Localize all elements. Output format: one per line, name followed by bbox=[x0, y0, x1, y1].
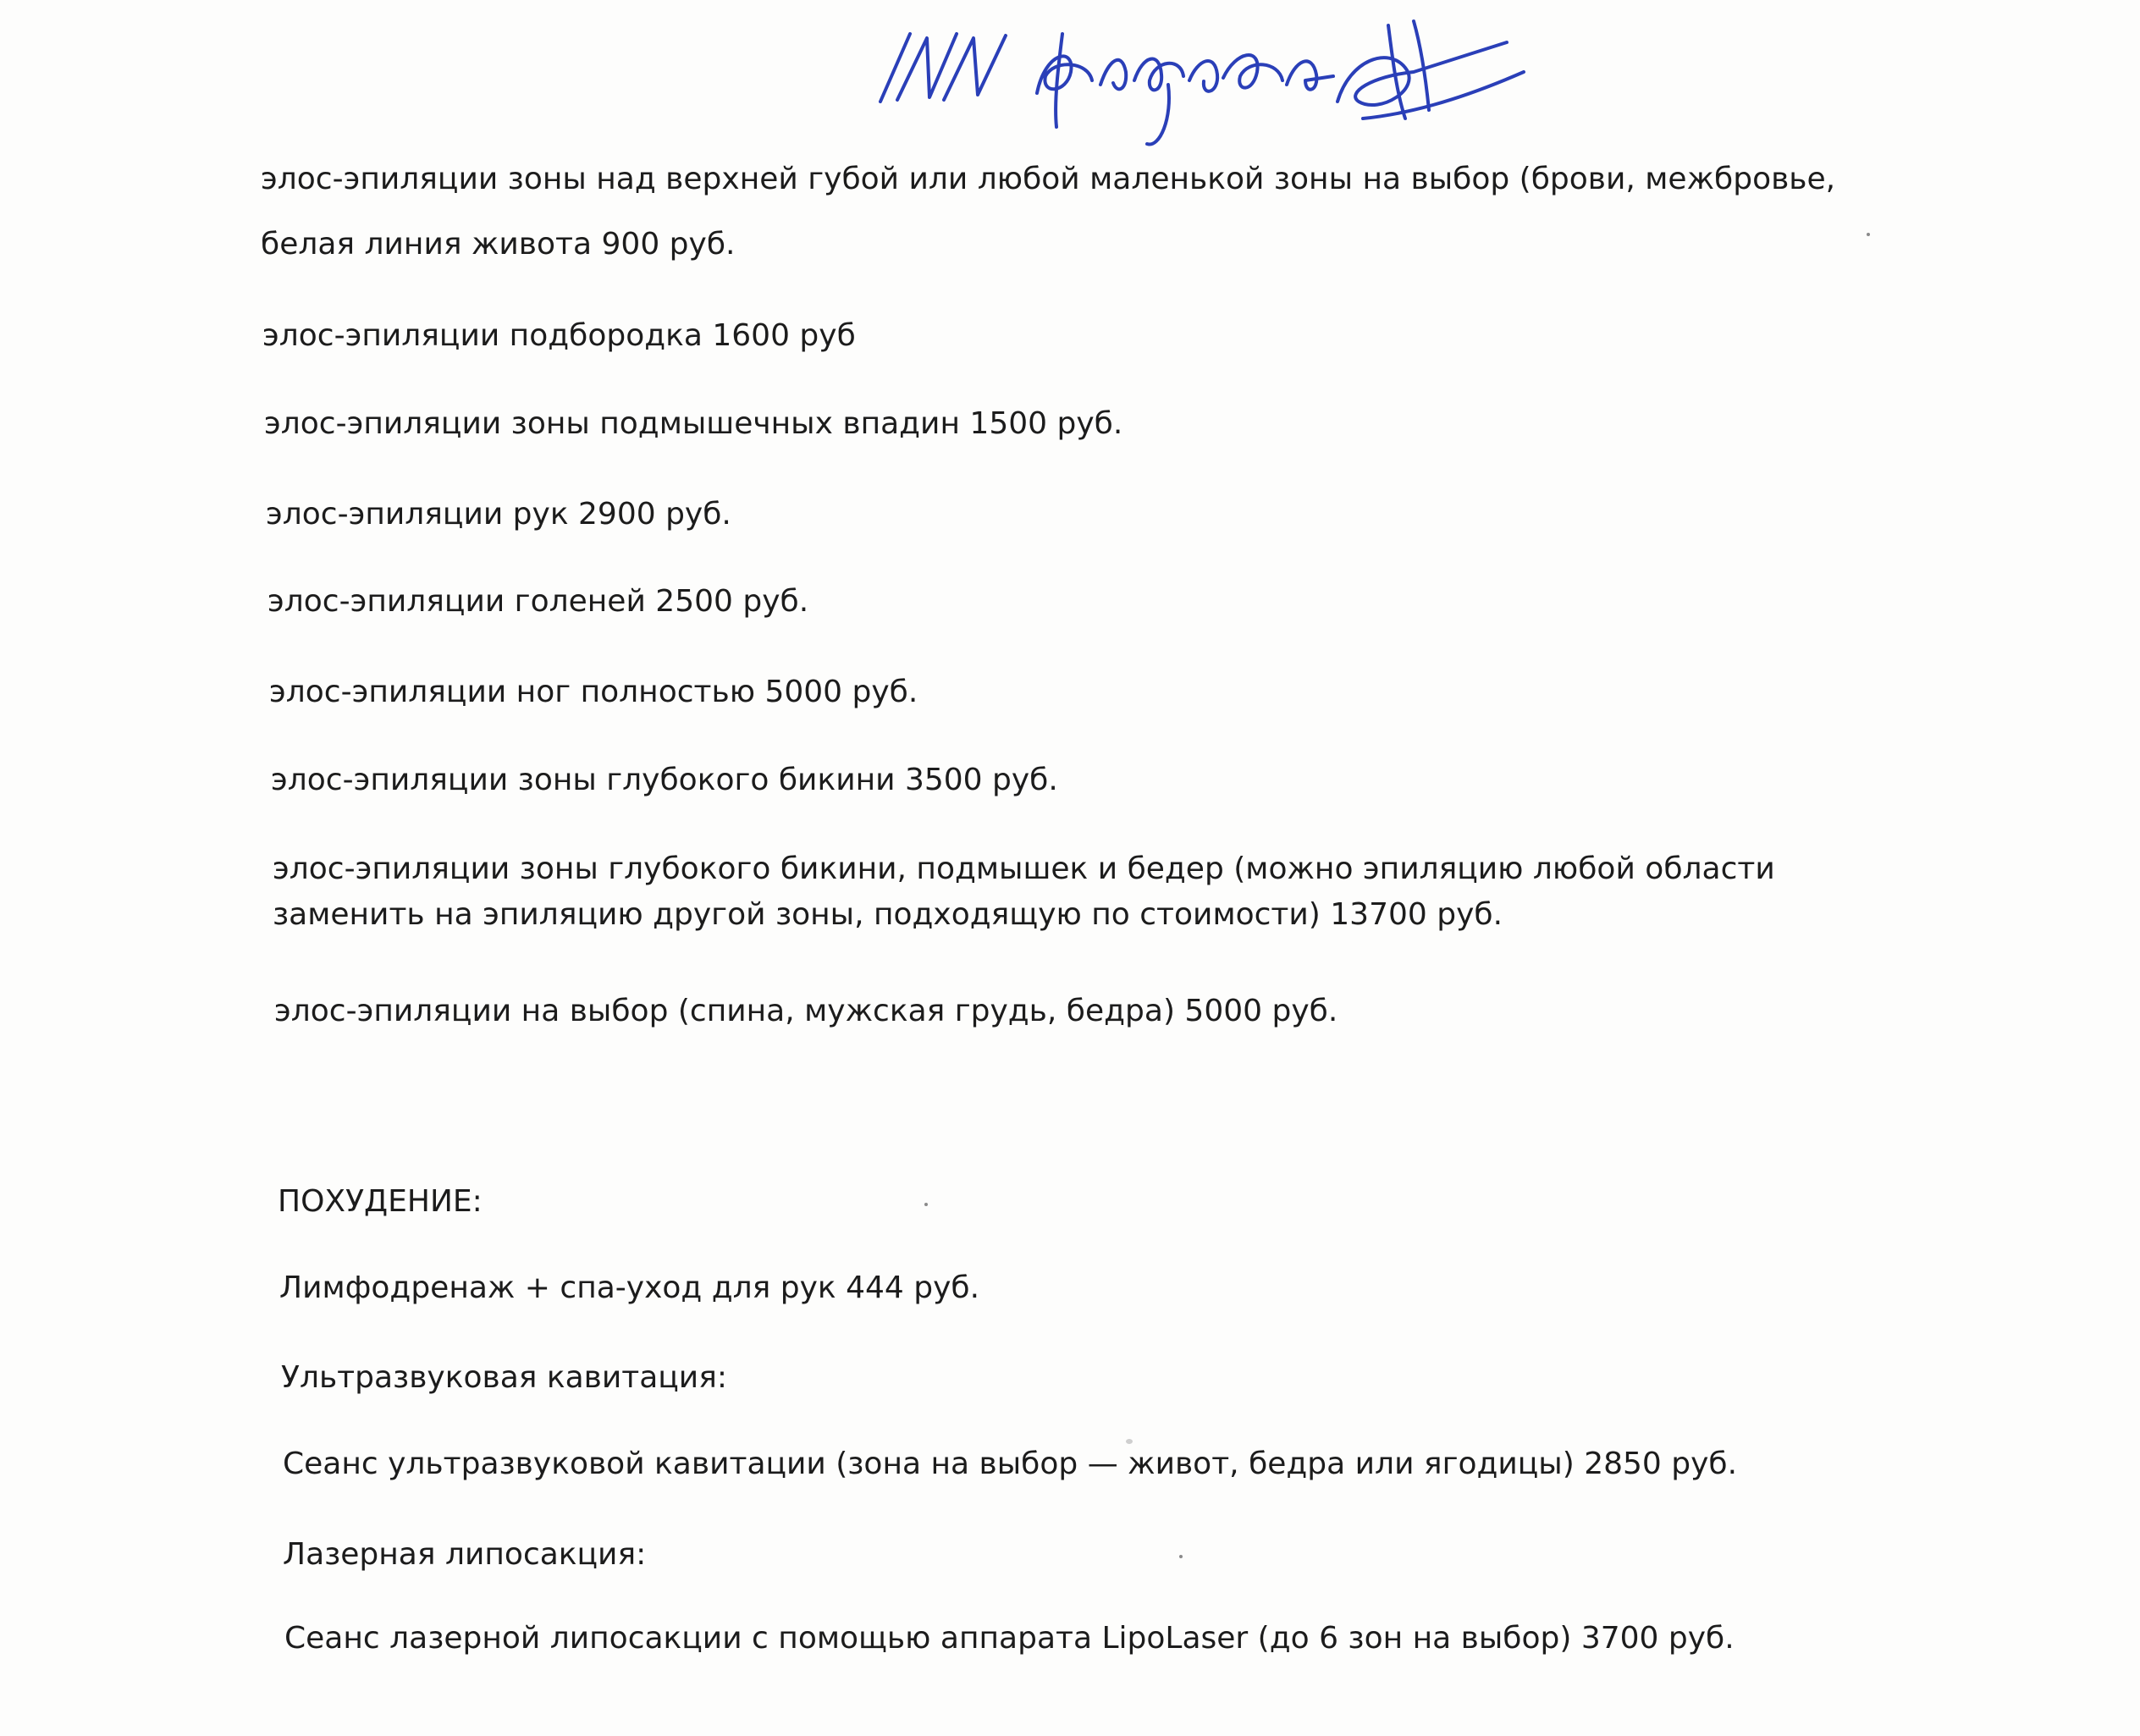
text-line-2: белая линия живота 900 руб. bbox=[261, 227, 736, 262]
text-line-15: Лазерная липосакция: bbox=[283, 1537, 647, 1572]
text-line-16: Сеанс лазерной липосакции с помощью аппарата LipoLaser (до 6 зон на выбор) 3700 руб. bbox=[284, 1621, 1735, 1656]
text-line-5: элос-эпиляции рук 2900 руб. bbox=[266, 497, 731, 532]
scan-speck bbox=[1126, 1439, 1133, 1444]
text-line-13: Ультразвуковая кавитация: bbox=[281, 1360, 727, 1395]
handwritten-signature bbox=[863, 0, 1625, 169]
scan-speck bbox=[924, 1203, 928, 1206]
text-line-6: элос-эпиляции голеней 2500 руб. bbox=[268, 584, 809, 619]
scan-speck bbox=[1867, 233, 1870, 236]
text-line-11: элос-эпиляции на выбор (спина, мужская грудь, бедра) 5000 руб. bbox=[274, 994, 1338, 1028]
text-line-1: элос-эпиляции зоны над верхней губой или любой маленькой зоны на выбор (брови, межбровье, bbox=[261, 162, 1836, 196]
text-line-7: элос-эпиляции ног полностью 5000 руб. bbox=[269, 675, 918, 709]
scan-speck bbox=[1179, 1555, 1183, 1558]
text-line-12: Лимфодренаж + спа-уход для рук 444 руб. bbox=[279, 1270, 980, 1305]
text-line-14: Сеанс ультразвуковой кавитации (зона на выбор — живот, бедра или ягодицы) 2850 руб. bbox=[283, 1447, 1738, 1481]
text-line-10: заменить на эпиляцию другой зоны, подходящую по стоимости) 13700 руб. bbox=[273, 897, 1503, 932]
text-line-3: элос-эпиляции подбородка 1600 руб bbox=[262, 318, 856, 353]
text-line-4: элос-эпиляции зоны подмышечных впадин 1500 руб. bbox=[264, 406, 1123, 441]
text-line-9: элос-эпиляции зоны глубокого бикини, подмышек и бедер (можно эпиляцию любой области bbox=[273, 851, 1775, 886]
text-line-8: элос-эпиляции зоны глубокого бикини 3500 руб. bbox=[271, 763, 1058, 797]
section-heading: ПОХУДЕНИЕ: bbox=[278, 1184, 483, 1219]
